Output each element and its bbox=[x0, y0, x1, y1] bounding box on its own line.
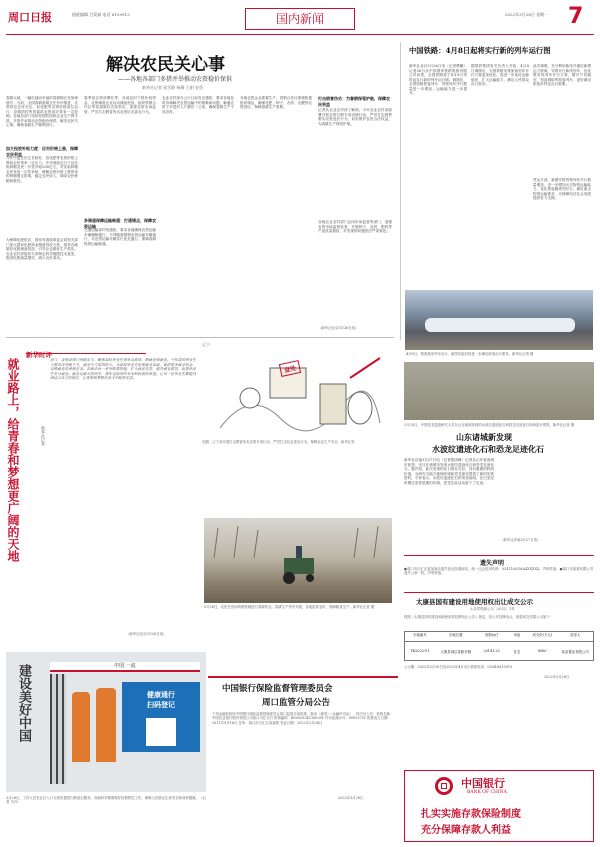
land-title: 太康县国有建设用地使用权出让成交公示 bbox=[416, 598, 533, 606]
col-winner: 竞得人 bbox=[570, 633, 581, 637]
main-body-2: 今年小麦在田生长较好，但化肥等农资价格上涨给农民带来一定压力。中央财政近日下达实际种粮农民一次性补贴200亿元，对实际种粮农民发放一次性补贴，缓解农资价格上涨带来的种粮增支影响，稳定农民收入，调动农民种粮积极性。 bbox=[6, 156, 78, 183]
section-title: 国内新闻 bbox=[245, 8, 355, 30]
sign-title-2: 扫码登记 bbox=[147, 700, 175, 709]
boc-ad bbox=[404, 770, 594, 842]
issue-date: 2022年3月28日 星期一 bbox=[505, 12, 549, 17]
covid-caption: 3月26日，工作人员在社区入口为居民提供扫码登记服务。各地科学精准做好疫情防控工作，保障人民群众生命安全和身体健康。（记者 马丹） bbox=[6, 796, 206, 805]
shandong-body: 新华社济南3月27日电（记者陈国峰）记者从山东省诸城市获悉，近日在诸城市发现水波纹遗迹化石和恐龙足迹化石。据介绍，此次发现的化石保存完好，具有重要的科研价值，为研究当地古地理环境和恐龙演化提供了新的实物资料。专家表示，水波纹遗迹化石的发现表明，在白垩纪时期这里曾是湖泊环境，恐龙在此活动留下了足迹。 bbox=[404, 458, 494, 485]
railway-title: 中国铁路：4月8日起将实行新的列车运行图 bbox=[409, 46, 551, 55]
table-row bbox=[405, 642, 593, 660]
main-body-6: 农业农村部办公厅日前发出通知，要求各地及时协调解决农资运输中的困难和问题，畅通农资下乡进村入户最后一公里，确保春耕生产不误农时。 bbox=[162, 96, 234, 114]
main-byline: 新华社记者 侯雪静 杨静 王阳 安蓓 bbox=[142, 85, 204, 90]
lost-notice bbox=[404, 555, 594, 585]
commentary-author: 新华社记者 bbox=[41, 426, 46, 446]
main-body-4: 春季是农资消费旺季，各地及时下拨补贴资金，农资储备企业启动储备投放，组织供销合作社等渠道做好农资供应，加强农资市场监管，严厉打击假冒伪劣农资坑农害农行为。 bbox=[84, 96, 156, 114]
covid-banner: 中国 一流 bbox=[50, 662, 200, 672]
cell-id: TK2022-01 bbox=[410, 649, 430, 653]
notice-body: ●周口市川汇区某某商店遗失营业执照副本，统一社会信用代码：92411602MA4XXXXX，声明作废。●周口市某某有限公司遗失公章一枚，声明作废。 bbox=[404, 567, 594, 576]
page-number: 7 bbox=[568, 4, 584, 29]
header-rule bbox=[6, 34, 594, 35]
main-body-9: 各地农业农村部门会同市场监管等部门，加强农资市场监督检查，开展种子、农药、肥料等产品质量抽检，对发现的问题依法严肃查处。 bbox=[318, 220, 392, 233]
boc-name-cn: 中国银行 bbox=[461, 777, 505, 790]
masthead: 周口日报 bbox=[8, 11, 52, 24]
commentary-title: 就业路上，给青春和梦想更广阔的天地 bbox=[6, 358, 20, 562]
cartoon-label: 辽宁 bbox=[202, 342, 210, 347]
land-body: 按照《太康县国有建设用地使用权挂牌出让公告》规定，经公开挂牌出让，现将成交结果公示如下： bbox=[404, 615, 554, 619]
land-table bbox=[404, 631, 594, 661]
commentary-label: 新华时评 bbox=[26, 351, 52, 359]
fossil-caption: 3月25日，中国恐龙遗迹研究人员在山东诸城发现的水波纹遗迹化石和恐龙足迹化石现场进行观察。新华社记者 摄 bbox=[404, 423, 575, 427]
farm-photo bbox=[204, 518, 392, 603]
main-subhead-2: 多渠道保障运输畅通：打通堵点，保障农资运输 bbox=[84, 218, 156, 229]
worker-1 bbox=[72, 692, 90, 762]
worker-2 bbox=[96, 688, 116, 762]
col-price: 成交价(万元) bbox=[532, 633, 553, 637]
boc-slogan-1: 扎实实施存款保险制度 bbox=[421, 809, 521, 820]
railway-body-4: 货运方面，新图安排货物列车开行数量增加，进一步增加大宗物资运输能力，优化集装箱班列开行，满足重点物资运输需求，为保障经济社会发展提供有力支撑。 bbox=[533, 178, 591, 200]
shandong-credit: （新华社济南3月27日电） bbox=[500, 538, 541, 542]
cbirc-date: 2022年3月28日 bbox=[338, 796, 364, 800]
boc-slogan-2: 充分保障存款人利益 bbox=[421, 825, 511, 836]
editor-info: 值班编辑 吕爱斌 电话 6159913 bbox=[72, 12, 130, 17]
main-body-3: 为保障化肥供应，国家发展改革委会同有关部门加大国家化肥商业储备投放力度，指导各地做好化肥储备投放，引导企业做好生产供应。农业农村部组织专家制定科学施肥技术意见，推进化肥减量增效，减少农民成本。 bbox=[6, 238, 78, 260]
sign-title-1: 健康通行 bbox=[147, 690, 175, 699]
railway-body-2: 据国铁集团有关负责人介绍，4月8日调图后，全国铁路安排旅客列车开行方案更加优化，将进一步优化运输组织，扩大运输能力，满足人民群众出行需求。 bbox=[471, 64, 529, 86]
main-body-5: 交通运输部印发通知，要求各地确保农资运输车辆顺畅通行，不得随意限制农资运输车辆通行，对农资运输车辆实行优先通行，保障春耕物资运输畅通。 bbox=[84, 228, 156, 246]
cbirc-notice bbox=[208, 676, 398, 806]
covid-photo bbox=[6, 652, 206, 792]
cbirc-body: 下列金融机构经中国银行保险监督管理委员会周口监管分局批准，换发（颁发）《金融许可证》，现予以公告：机构名称：中国农业银行股份有限公司周口川汇支行 机构编码：B0002S341160001 许可证流水号：00053751 批准成立日期：2011年9月16日 住所：周口市川汇区某某路 发证日期：2022年3月24日 bbox=[212, 712, 394, 725]
cartoon bbox=[200, 342, 396, 452]
commentary-body: 近日，各地各部门持续发力，聚焦高校毕业生等重点群体，稳就业保就业。今年高校毕业生人数首次突破千万，就业压力依然较大。为高校毕业生拓宽就业渠道，提供更多就业机会，是稳就业的重要任务。各地出台一系列政策措施，扩大就业容量，提升就业质量，促进毕业生充分就业。就业是最大的民生，青年是国家的未来和民族的希望。让每一位毕业生都能找到适合自己的岗位，让青春和梦想在奋斗中绽放光彩。 bbox=[50, 358, 196, 380]
boc-logo-icon bbox=[435, 777, 453, 795]
col-area: 面积(㎡) bbox=[485, 633, 498, 637]
col-loc: 宗地位置 bbox=[448, 633, 463, 637]
boc-name-en: BANK OF CHINA bbox=[467, 790, 507, 795]
railway-caption: 4月8日，旅客乘坐列车出行。新图实施后将进一步满足旅客出行需求。新华社记者 摄 bbox=[406, 352, 534, 356]
land-table-header bbox=[405, 632, 593, 642]
main-subtitle: ——各地各部门多措并举推动农资稳价保供 bbox=[118, 76, 233, 83]
col-id: 宗地编号 bbox=[413, 633, 427, 637]
cell-winner: 某某置业有限公司 bbox=[561, 649, 589, 654]
land-notice bbox=[404, 592, 594, 682]
train-photo bbox=[405, 290, 593, 350]
cartoon-stamp: 查处 bbox=[279, 360, 301, 377]
farm-caption: 3月26日，农民在田间驾驶机械进行春耕作业。春耕生产有序开展，各地抢抓农时，保障粮食生产。新华社记者 摄 bbox=[204, 605, 375, 609]
main-subhead-3: 打击假冒伪劣：为春耕保驾护航，保障农民利益 bbox=[318, 96, 390, 107]
farm-drawing bbox=[204, 518, 392, 603]
commentary-label-bar bbox=[26, 342, 146, 359]
shandong-title: 山东诸城新发现 bbox=[456, 432, 512, 442]
main-body-1: 春耕大地，一幅忙碌而幸福的春耕图正在徐徐展开。当前，全国春耕备耕正在有序推进，农资供应总体充足，但化肥等农资价格高位运行、疫情防控等因素给农资供应带来一定影响。各地各部门坚持疫情防控和农业生产两手抓，多措并举推动农资稳价保供，解决农民关心事，确保春耕生产顺利进行。 bbox=[6, 96, 78, 127]
cell-loc: 太康县城区某路东侧 bbox=[440, 649, 471, 654]
land-date: 2022年3月28日 bbox=[544, 675, 570, 679]
land-footer: 公示期：2022年3月28日至2022年4月3日 联系电话：0394-6815019 bbox=[404, 665, 513, 669]
cell-area: 20141.23 bbox=[483, 649, 500, 653]
fence bbox=[50, 674, 66, 784]
qr-sign bbox=[122, 682, 200, 752]
divider bbox=[6, 337, 394, 338]
main-credit: （新华社北京3月26日电） bbox=[318, 326, 359, 330]
main-title: 解决农民关心事 bbox=[106, 55, 225, 75]
land-subtitle: 太自然资源公示〔2022〕1号 bbox=[470, 607, 515, 611]
col-use: 用途 bbox=[513, 633, 521, 637]
commentary bbox=[6, 342, 196, 642]
main-body-8: 记者从农业农村部了解到，今年农业农村部部署开展农资打假专项治理行动，严厉打击制售假劣农资违法行为，切实维护农民合法权益，为春耕生产保驾护航。 bbox=[318, 108, 392, 126]
cartoon-caption: 近期，辽宁省开展打击假冒伪劣农资专项行动，严厉打击坑农害农行为，保障农业生产安全。新华社发 bbox=[202, 440, 355, 444]
fossil-photo bbox=[404, 362, 594, 420]
notice-title: 遗失声明 bbox=[480, 560, 505, 567]
cell-price: 8060 bbox=[537, 649, 547, 653]
qr-code-icon bbox=[146, 718, 176, 746]
main-story bbox=[6, 42, 394, 337]
cell-use: 住宅 bbox=[513, 649, 521, 654]
railway-body-1: 新华社北京3月26日电（记者樊曦）记者26日从中国国家铁路集团有限公司获悉，全国铁路将于4月8日零时起实行新的列车运行图。调图后，全国铁路旅客列车、货物列车开行数量进一步增加，运输能力进一步提升。 bbox=[409, 64, 467, 95]
main-body-7: 各地农资企业抓紧生产，供销合作社系统积极组织调运，确保化肥、种子、农药、农膜等农资供应，保障春耕生产需要。 bbox=[240, 96, 312, 109]
main-subhead-1: 加大投放补贴力度：应对价格上涨，保障农民利益 bbox=[6, 146, 78, 157]
railway-body-3: 此次调图，充分利用新线开通后新增运力资源，安排开行新线列车，优化既有线列车开行方案，增开夕发朝至、短途城际等旅客列车，更好满足旅客多样化出行需要。 bbox=[533, 64, 591, 86]
shandong-subtitle: 水波纹遗迹化石和恐龙足迹化石 bbox=[432, 444, 544, 454]
commentary-credit: （新华社北京3月26日电） bbox=[126, 632, 167, 636]
covid-vtitle: 建设美好中国 bbox=[16, 664, 31, 742]
cbirc-title: 中国银行保险监督管理委员会 bbox=[222, 684, 333, 694]
cbirc-subtitle: 周口监管分局公告 bbox=[262, 698, 331, 708]
